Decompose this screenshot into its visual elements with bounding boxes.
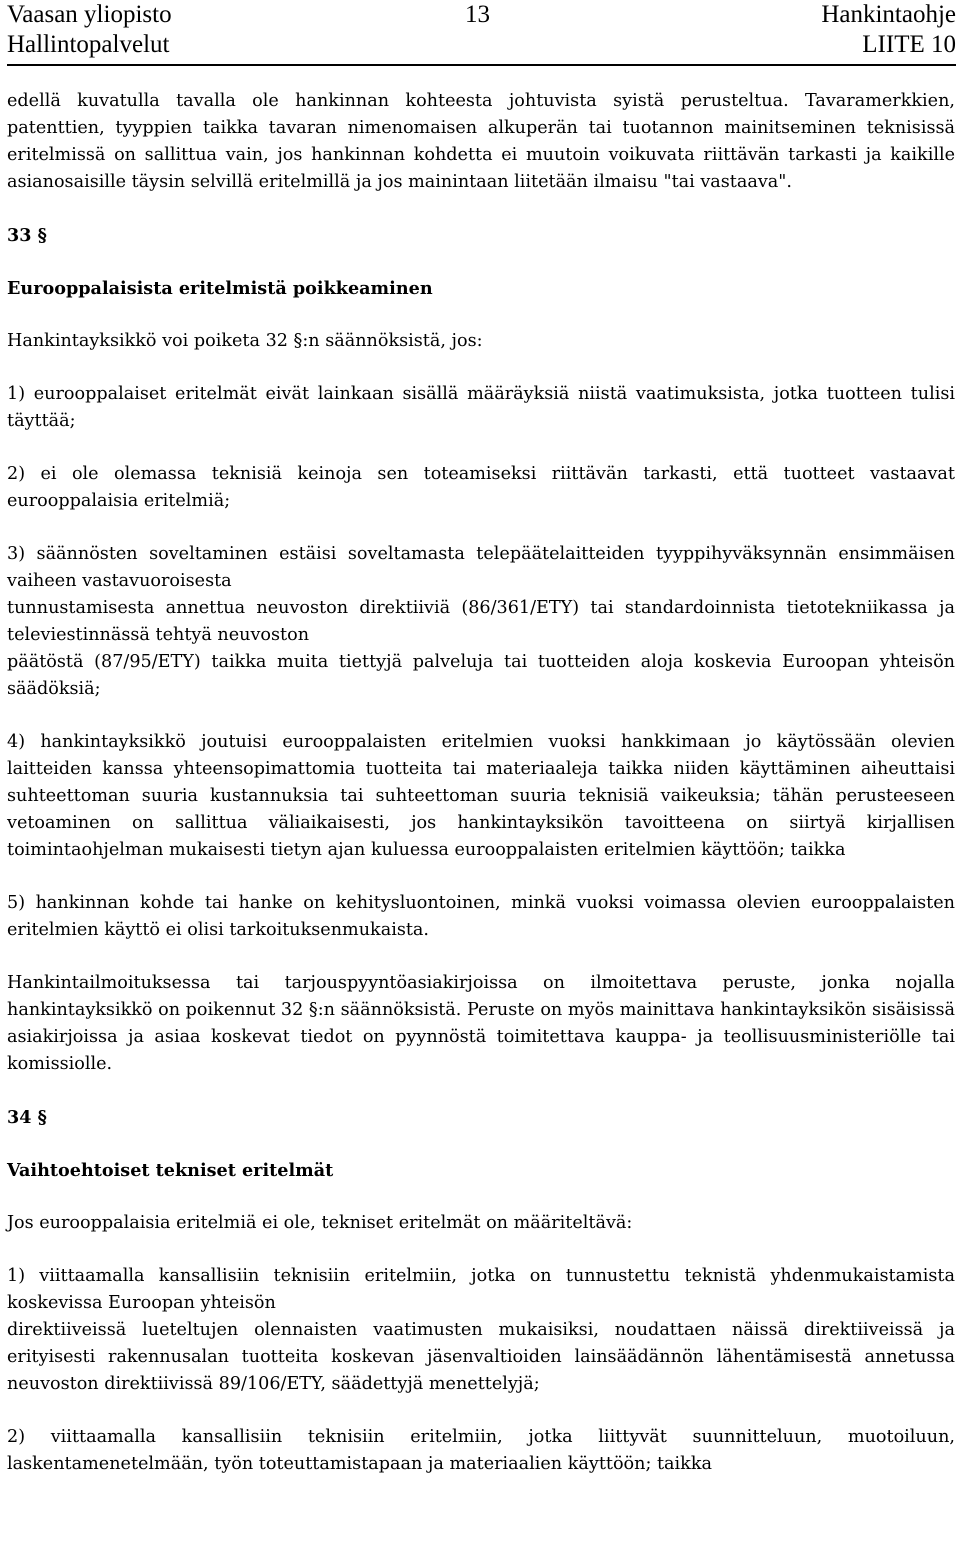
page-number: 13 bbox=[465, 1, 490, 28]
paragraph-33-lead: Hankintayksikkö voi poiketa 32 §:n säännöksistä, jos: bbox=[7, 331, 483, 351]
section-number-34: 34 § bbox=[7, 1107, 47, 1128]
list-item-33-4: 4) hankintayksikkö joutuisi eurooppalaisten eritelmien vuoksi hankkimaan jo käytössään olevien laitteiden kanssa yhteensopimattomia tuotteita tai materiaaleja taikka niiden käyttäminen aiheuttaisi suhteettoman suuria kustannuksia tai suhteettoman suuria teknisiä vaikeuksia; tähän perusteeseen vetoaminen on sallittua väliaikaisesti, jos hankintayksikön tavoitteena on siirtyä kirjallisen toimintaohjelman mukaisesti tietyn ajan kuluessa eurooppalaisten eritelmien käyttöön; taikka bbox=[7, 732, 955, 860]
list-item-33-3-part-3: päätöstä (87/95/ETY) taikka muita tiettyjä palveluja tai tuotteiden aloja koskevia Euroopan yhteisön säädöksiä; bbox=[7, 652, 955, 699]
list-item-33-5: 5) hankinnan kohde tai hanke on kehitysluontoinen, minkä vuoksi voimassa olevien eurooppalaisten eritelmien käyttö ei olisi tarkoituksenmukaista. bbox=[7, 893, 955, 940]
list-item-34-1-part-1: 1) viittaamalla kansallisiin teknisiin eritelmiin, jotka on tunnustettu teknistä yhdenmukaistamista koskevissa Euroopan yhteisön bbox=[7, 1266, 955, 1313]
header-department: Hallintopalvelut bbox=[7, 31, 170, 58]
header-divider bbox=[7, 64, 956, 66]
list-item-33-1: 1) eurooppalaiset eritelmät eivät lainkaan sisällä määräyksiä niistä vaatimuksista, jotka tuotteen tulisi täyttää; bbox=[7, 384, 955, 431]
paragraph-34-lead: Jos eurooppalaisia eritelmiä ei ole, tekniset eritelmät on määriteltävä: bbox=[7, 1213, 633, 1233]
page-header-row-2 bbox=[7, 30, 956, 60]
header-document-title: Hankintaohje bbox=[821, 1, 956, 28]
document-body bbox=[7, 88, 955, 1504]
section-heading-33: Eurooppalaisista eritelmistä poikkeaminen bbox=[7, 278, 433, 299]
paragraph-intro: edellä kuvatulla tavalla ole hankinnan kohteesta johtuvista syistä perusteltua. Tavaramerkkien, patenttien, tyyppien taikka tavaran nimenomaisen alkuperän tai tuotannon mainitseminen teknisissä eritelmissä on sallittua vain, jos hankinnan kohdetta ei muutoin voikuvata riittävän tarkasti ja kaikille asianosaisille täysin selvillä eritelmillä ja jos mainintaan liitetään ilmaisu "tai vastaava". bbox=[7, 91, 955, 192]
section-number-33: 33 § bbox=[7, 225, 47, 246]
list-item-34-2: 2) viittaamalla kansallisiin teknisiin eritelmiin, jotka liittyvät suunnitteluun, muotoiluun, laskentamenetelmään, työn toteuttamistapaan ja materiaalien käyttöön; taikka bbox=[7, 1427, 955, 1474]
list-item-33-3-part-1: 3) säännösten soveltaminen estäisi soveltamasta telepäätelaitteiden tyyppihyväksynnän ensimmäisen vaiheen vastavuoroisesta bbox=[7, 544, 955, 591]
header-appendix: LIITE 10 bbox=[862, 31, 956, 58]
list-item-34-1-part-2: direktiiveissä lueteltujen olennaisten vaatimusten mukaisiksi, noudattaen näissä direktiiveissä ja erityisesti rakennusalan tuotteita koskevan jäsenvaltioiden lainsäädännön lähentämisestä annetussa neuvoston direktiivissä 89/106/ETY, säädettyjä menettelyjä; bbox=[7, 1320, 955, 1394]
paragraph-33-notice: Hankintailmoituksessa tai tarjouspyyntöasiakirjoissa on ilmoitettava peruste, jonka nojalla hankintayksikkö on poikennut 32 §:n säännöksistä. Peruste on myös mainittava hankintayksikön sisäisissä asiakirjoissa ja asiaa koskevat tiedot on pyynnöstä toimitettava kauppa- ja teollisuusministeriölle tai komissiolle. bbox=[7, 973, 955, 1074]
section-heading-34: Vaihtoehtoiset tekniset eritelmät bbox=[7, 1160, 334, 1181]
header-university: Vaasan yliopisto bbox=[7, 1, 172, 28]
list-item-33-3-part-2: tunnustamisesta annettua neuvoston direktiiviä (86/361/ETY) tai standardoinnista tietotekniikassa ja televiestinnässä tehtyä neuvoston bbox=[7, 598, 955, 645]
page-header-row-1 bbox=[7, 0, 956, 30]
list-item-33-2: 2) ei ole olemassa teknisiä keinoja sen toteamiseksi riittävän tarkasti, että tuotteet vastaavat eurooppalaisia eritelmiä; bbox=[7, 464, 955, 511]
